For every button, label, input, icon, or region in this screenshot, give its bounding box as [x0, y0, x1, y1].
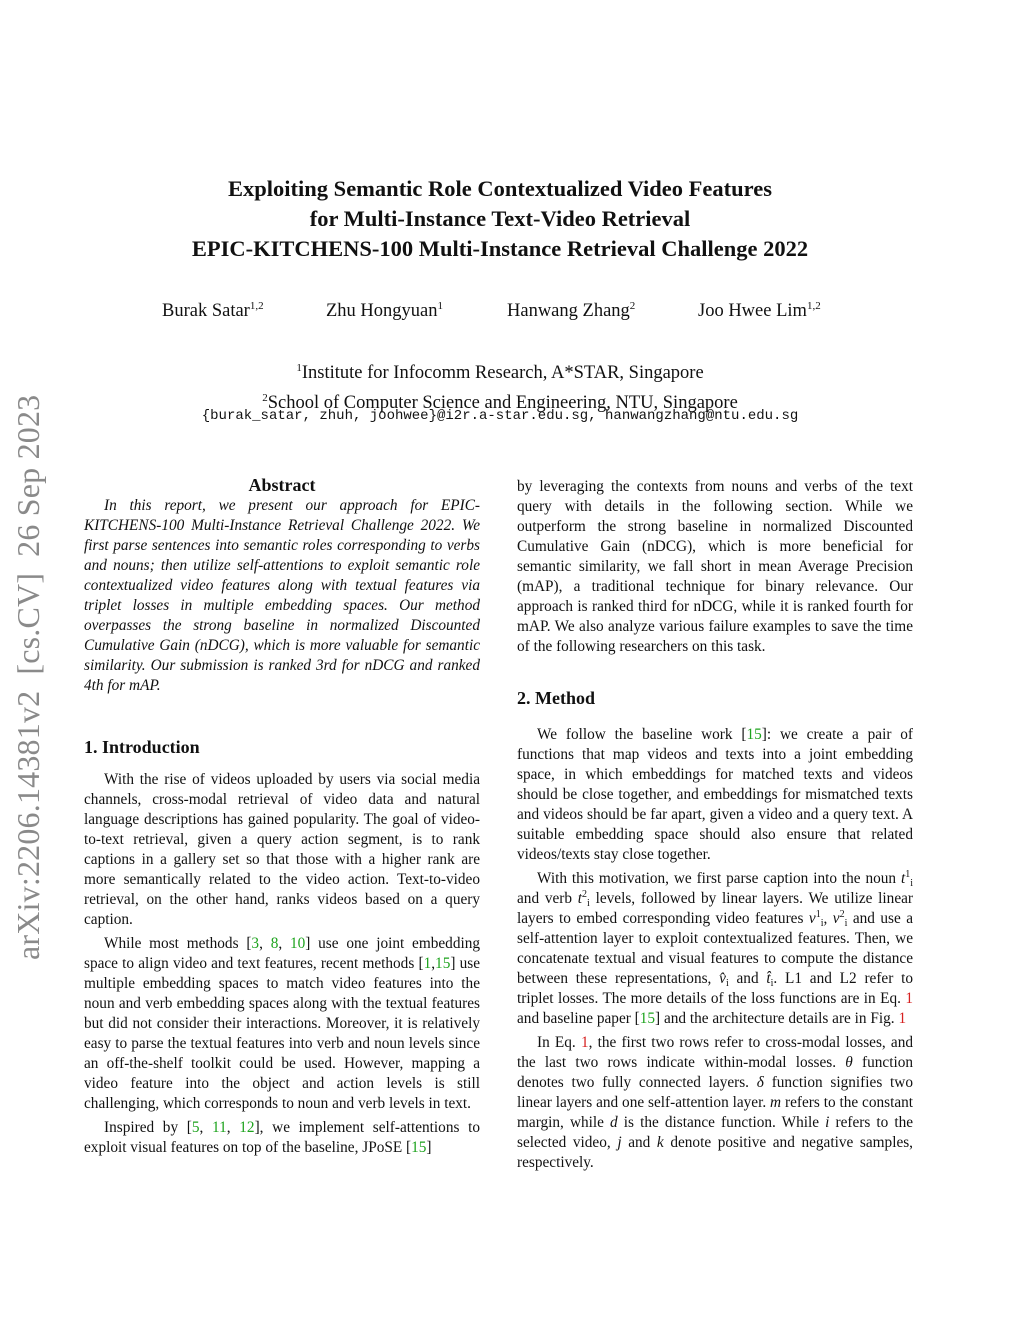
figure-link[interactable]: 1 — [898, 1010, 907, 1027]
intro-paragraph: With the rise of videos uploaded by users via social media channels, cross-modal retrieval of video data and natural language descriptions has gained popularity. The goal of video-to-text retrieval, given a query action segment, is to rank captions in a gallery set so that those with a higher rank are more semantically related to the video action. Text-to-video retrieval, on the other hand, ranks videos based on a query caption. — [84, 771, 480, 928]
arxiv-identifier — [10, 395, 47, 960]
equation-link[interactable]: 1 — [905, 990, 913, 1007]
paper-title — [0, 174, 1000, 264]
method-paragraph: In Eq. 1, the first two rows refer to cross-modal losses, and the last two rows indicate within-modal losses. θ function denotes two fully connected layers. δ function signifies two linear layers and one self-attention layer. m refers to the constant margin, while d is the distance function. While i refers to the selected video, j and k denote positive and negative samples, respectively. — [517, 1034, 914, 1171]
citation-link[interactable]: 5 — [191, 1119, 200, 1136]
citation-link[interactable]: 1 — [423, 955, 432, 972]
math-that: $t̂_i$ — [766, 970, 774, 989]
arxiv-category: [cs.CV] — [10, 572, 46, 675]
method-paragraph: With this motivation, we first parse caption into the noun $t^1_i$ and verb $t^2_i$ levels, followed by linear layers. We utilize linear layers to embed corresponding video features $v^1_i$, $v^2_i$ and use a self-attention layer to exploit contextualized features. Then, we concatenate textual and visual features to compute the distance between these representations, $v̂_i$ and $t̂_i$. L1 and L2 refer to triplet losses. The more details of the loss functions are in Eq. 1 and baseline paper [15] and the architecture details are in Fig. 1 — [517, 869, 914, 1027]
citation-link[interactable]: 3 — [251, 935, 260, 952]
title-line: for Multi-Instance Text-Video Retrieval — [309, 206, 691, 231]
author: Joo Hwee Lim$^{1,2}$ — [698, 300, 821, 321]
citation-link[interactable]: 15 — [435, 955, 451, 972]
arxiv-date: 26 Sep 2023 — [10, 394, 46, 557]
author: Hanwang Zhang$^2$ — [507, 300, 636, 321]
math-v1: $v^1_i$ — [808, 909, 824, 929]
section-heading-method: 2. Method — [517, 688, 595, 708]
continued-paragraph: by leveraging the contexts from nouns and verbs of the text query with details in the following section. While we outperform the strong baseline in normalized Discounted Cumulative Gain (nDCG), which is more beneficial for semantic similarity, we fall short in mean Average Precision (mAP), a traditional technique for binary relevance. Our approach is ranked third for nDCG, while it is ranked fourth for mAP. We also analyze various failure examples to save the time of the following researchers on this task. — [517, 478, 913, 655]
citation-link[interactable]: 15 — [746, 726, 762, 743]
method-paragraph: We follow the baseline work [15]: we create a pair of functions that map videos and texts into a joint embedding space, in which embeddings for matched texts and videos should be close together, and embeddings for mismatched texts and videos should be far apart, given a video and a query text. A suitable embedding space should also ensure that related videos/texts stay close together. — [517, 726, 913, 863]
intro-paragraph: While most methods [3, 8, 10] use one joint embedding space to align video and text features, recent methods [1,15] use multiple embedding spaces to match video features into the noun and verb embedding spaces along with the textual features but did not consider their interactions. Moreover, it is relatively easy to parse the textual features into verb and noun levels since an off-the-shelf toolkit could be used. However, mapping a video feature into the object and action levels is still challenging, which corresponds to noun and verb levels in text. — [84, 935, 481, 1112]
affiliation: $^2$School of Computer Science and Engineering, NTU, Singapore — [262, 392, 738, 413]
right-column — [517, 477, 913, 1173]
citation-link[interactable]: 10 — [289, 935, 306, 952]
author: Burak Satar$^{1,2}$ — [162, 300, 264, 321]
title-line: EPIC-KITCHENS-100 Multi-Instance Retrieval Challenge 2022 — [191, 236, 809, 261]
math-vhat: $v̂_i$ — [719, 970, 729, 989]
math-t1: $t^1_i$ — [900, 869, 914, 889]
affiliations — [0, 356, 1000, 416]
affiliation: $^1$Institute for Infocomm Research, A*STAR, Singapore — [296, 362, 704, 383]
title-line: Exploiting Semantic Role Contextualized Video Features — [228, 176, 772, 201]
arxiv-id: arXiv:2206.14381v2 — [10, 690, 46, 960]
author: Zhu Hongyuan$^1$ — [326, 300, 443, 321]
abstract-body: In this report, we present our approach for EPIC-KITCHENS-100 Multi-Instance Retrieval Challenge 2022. We first parse sentences into semantic roles corresponding to verbs and nouns; then utilize self-attentions to exploit semantic role contextualized video features along with textual features via triplet losses in multiple embedding spaces. Our method overpasses the strong baseline in normalized Discounted Cumulative Gain (nDCG), which is more valuable for semantic similarity. Our submission is ranked 3rd for nDCG and ranked 4th for mAP. — [84, 497, 480, 694]
citation-link[interactable]: 12 — [239, 1119, 255, 1136]
citation-link[interactable]: 15 — [411, 1139, 427, 1156]
math-v2: $v^2_i$ — [832, 909, 848, 929]
left-column — [84, 474, 480, 1158]
math-t2: $t^2_i$ — [577, 889, 590, 909]
intro-paragraph: Inspired by [5, 11, 12], we implement self-attentions to exploit visual features on top of the baseline, JPoSE [15] — [84, 1119, 480, 1156]
abstract-heading: Abstract — [248, 475, 316, 495]
author-emails: {burak_satar, zhuh, joohwee}@i2r.a-star.edu.sg, hanwangzhang@ntu.edu.sg — [201, 408, 799, 424]
equation-link[interactable]: 1 — [580, 1034, 589, 1051]
section-heading-introduction: 1. Introduction — [84, 737, 200, 757]
citation-link[interactable]: 8 — [270, 935, 279, 952]
citation-link[interactable]: 11 — [212, 1119, 227, 1136]
citation-link[interactable]: 15 — [639, 1010, 656, 1027]
